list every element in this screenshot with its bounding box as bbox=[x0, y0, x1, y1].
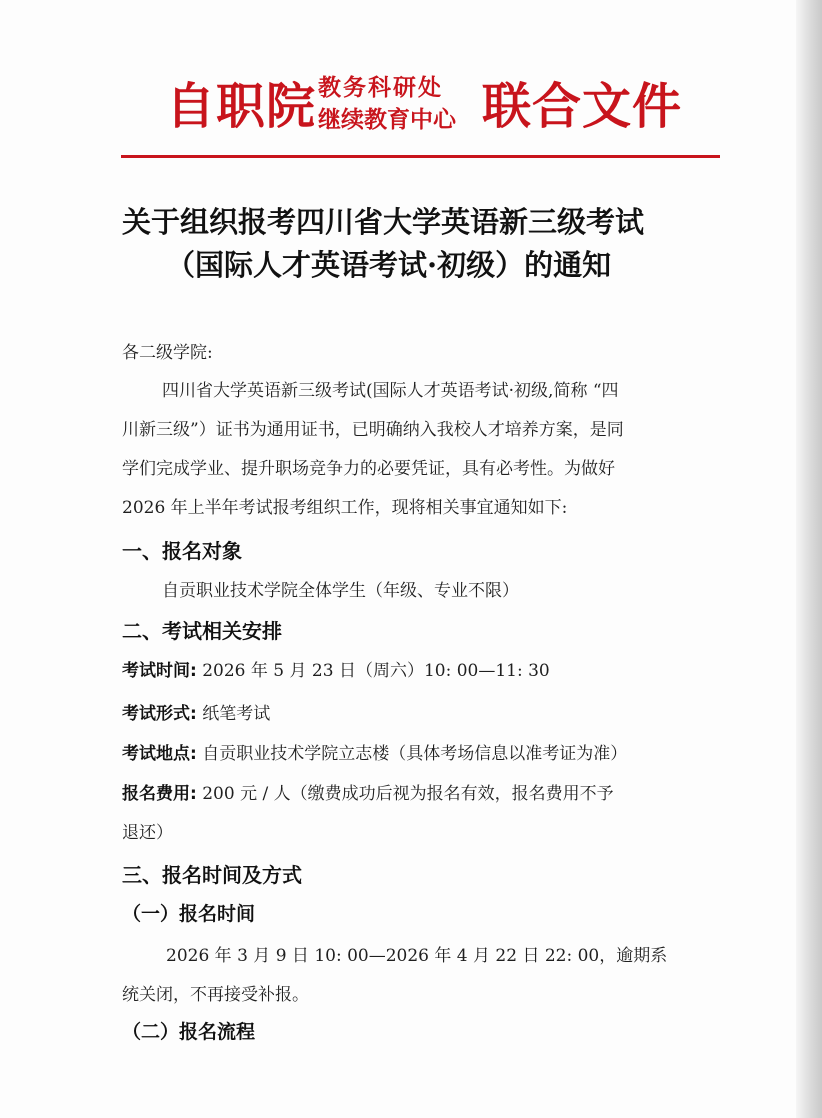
header-org-bottom: 继续教育中心 bbox=[318, 106, 456, 133]
exam-format-row bbox=[122, 701, 270, 727]
header-issuer-abbrev: 自职院 bbox=[166, 77, 317, 135]
header-red-rule bbox=[121, 155, 720, 158]
subsection-heading: （二）报名流程 bbox=[122, 1021, 256, 1043]
intro-line: 川新三级”）证书为通用证书，已明确纳入我校人才培养方案，是同 bbox=[122, 420, 624, 440]
exam-time-row bbox=[122, 658, 550, 684]
header-joint-document: 联合文件 bbox=[482, 77, 683, 135]
intro-line: 学们完成学业、提升职场竞争力的必要凭证，具有必考性。为做好 bbox=[122, 459, 615, 479]
document-header bbox=[120, 62, 720, 142]
header-org-top: 教务科研处 bbox=[318, 74, 443, 101]
salutation: 各二级学院: bbox=[122, 343, 213, 363]
exam-time-label: 考试时间: bbox=[122, 661, 197, 681]
exam-fee-row bbox=[122, 781, 614, 807]
exam-format-label: 考试形式: bbox=[122, 704, 197, 724]
intro-line: 四川省大学英语新三级考试(国际人才英语考试·初级,简称 “四 bbox=[162, 381, 619, 401]
intro-line: 2026 年上半年考试报考组织工作，现将相关事宜通知如下: bbox=[122, 498, 568, 518]
exam-fee-value: 200 元 / 人（缴费成功后视为报名有效，报名费用不予 bbox=[202, 784, 614, 804]
section-heading: 二、考试相关安排 bbox=[122, 619, 282, 643]
subsection-heading: （一）报名时间 bbox=[122, 903, 256, 925]
exam-fee-label: 报名费用: bbox=[122, 784, 197, 804]
section-body: 自贡职业技术学院全体学生（年级、专业不限） bbox=[162, 581, 519, 601]
exam-format-value: 纸笔考试 bbox=[202, 704, 271, 724]
exam-place-row bbox=[122, 741, 627, 767]
registration-period-line: 2026 年 3 月 9 日 10: 00—2026 年 4 月 22 日 22: 00，逾期系 bbox=[166, 946, 668, 966]
registration-period-line: 统关闭，不再接受补报。 bbox=[122, 985, 309, 1005]
exam-time-value: 2026 年 5 月 23 日（周六）10: 00—11: 30 bbox=[202, 661, 550, 681]
section-heading: 三、报名时间及方式 bbox=[122, 863, 302, 887]
document-title-line1: 关于组织报考四川省大学英语新三级考试 bbox=[122, 205, 645, 239]
exam-place-label: 考试地点: bbox=[122, 744, 197, 764]
section-heading: 一、报名对象 bbox=[122, 539, 242, 563]
exam-place-value: 自贡职业技术学院立志楼（具体考场信息以准考证为准） bbox=[202, 744, 628, 764]
document-title-line2: （国际人才英语考试·初级）的通知 bbox=[166, 248, 612, 282]
page-edge-shadow bbox=[796, 0, 822, 1118]
exam-fee-continued: 退还） bbox=[122, 823, 173, 843]
